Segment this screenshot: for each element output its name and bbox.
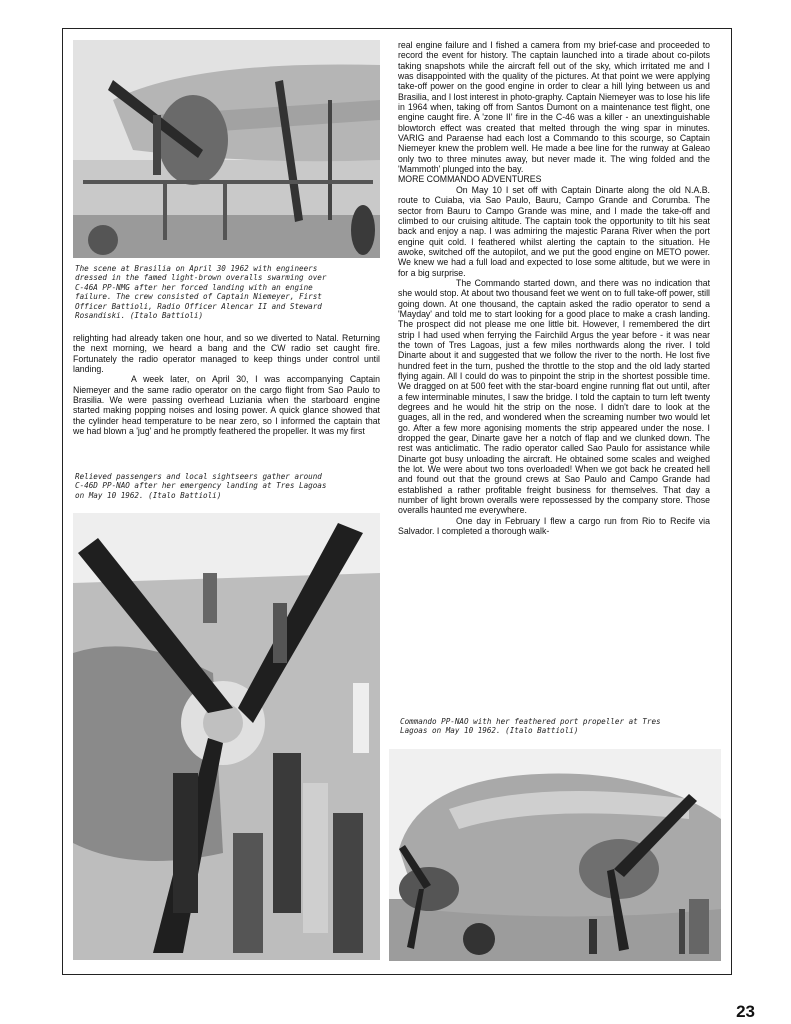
right-paragraph-2: On May 10 I set off with Captain Dinarte along the old N.A.B. route to Cuiaba, via Sao Paulo, Bauru, Campo Grande and Corumba. The sector from Bauru to Campo Grande was mine, and I made the take-off and climbed to our cruising altitude. The captain took the opportunity to tilt his seat back and enjoy a nap. I was admiring the majestic Parana River when the port engine quit cold. I feathered whilst alerting the captain to the situation. He awoke, switched off the autopilot, and we put the good engine on METO power. We knew we had a full load and expected to lose some altitude, but we were in for a big surprise.: [398, 184, 710, 278]
photo2-caption: Relieved passengers and local sightseers gather around C-46D PP-NAO after her emergency landing at Tres Lagoas on May 10 1962. (Italo Battioli): [75, 472, 327, 500]
left-paragraph-2: A week later, on April 30, I was accompanying Captain Niemeyer and the same radio operator on the cargo flight from Sao Paulo to Brasilia. We were passing overhead Luziania when the starboard engine started making popping noises and losing power. A quick glance showed that the cylinder head temperature to be near zero, so I informed the captain that we had blown a 'jug' and he promptly feathered the propeller. It was my first: [73, 374, 380, 437]
right-column-text: [398, 40, 710, 537]
left-paragraph-1: relighting had already taken one hour, and so we diverted to Natal. Returning the next morning, we heard a bang and the CW radio set caught fire. Fortunately the radio operator managed to keep things under control until landing.: [73, 333, 380, 375]
photo-passengers-around-aircraft: [73, 513, 380, 960]
photo-engineers-on-aircraft: [73, 40, 380, 258]
page-number: 23: [736, 1002, 755, 1021]
right-paragraph-4: One day in February I flew a cargo run from Rio to Recife via Salvador. I completed a thorough walk-: [398, 515, 710, 537]
photo-commando-feathered-propeller: [389, 749, 721, 961]
photo3-caption: Commando PP-NAO with her feathered port propeller at Tres Lagoas on May 10 1962. (Italo Battioli): [400, 717, 661, 736]
photo1-caption: The scene at Brasilia on April 30 1962 with engineers dressed in the famed light-brown overalls swarming over C-46A PP-NMG after her forced landing with an engine failure. The crew consisted of Captain Niemeyer, First Officer Battioli, Radio Officer Alencar II and Steward Rosandiski. (Italo Battioli): [75, 264, 327, 321]
right-paragraph-3: The Commando started down, and there was no indication that she would stop. At about two thousand feet we went on to full take-off power, still going down. At one thousand, the captain asked the radio operator to send a 'Mayday' and told me to start looking for a good place to make a crash landing. The prospect did not please me one little bit. However, I remembered the dirt strip I had used when ferrying the Fairchild Argus the year before - it was near the town of Tres Lagoas, just a few miles northwards along the river. I told Dinarte about it and suggested that we follow the river to the north. He lost five hundred feet in the turn, pushed the throttle to the stop and the old lady started flying again. All I could do was to pinpoint the strip in the shortest possible time. We dragged on at 500 feet with the star-board engine running flat out until, after a few interminable minutes, I saw the bridge. I told the captain to turn left twenty degrees and he would hit the strip on the nose. I didn't dare to look at the guages, all in the red, and wondered when the screaming number two would let go. After a few more agonising moments the strip appeared under the nose. I dropped the gear, Dinarte gave her a notch of flap and we clunked down. The rest was anticlimatic. The radio operator called Sao Paulo for assistance while Dinarte got busy unloading the aircraft. He obtained some scales and weighed the lot. We were about two tons overloaded! When we got back he created hell and found out that the ground crews at Sao Paulo and Campo Grande had established a rather profitable freight business for themselves. That day a number of light brown overalls were repossessed by the company store. Those overalls haunted me everywhere.: [398, 277, 710, 516]
section-heading: MORE COMMANDO ADVENTURES: [398, 174, 542, 185]
left-column-text: [73, 333, 380, 436]
right-paragraph-1: real engine failure and I fished a camera from my brief-case and proceeded to record the event for history. The captain launched into a tirade about co-pilots taking snapshots while the aircraft fell out of the sky, which irritated me and I was disappointed with the quality of the pictures. At that point we were applying take-off power on the good engine in order to clear a hill lying between us and Brasilia, and I lost interest in photo-graphy. Captain Niemeyer was to lose his life in 1964 when, taking off from Santos Dumont on a maintenance test flight, one engine caught fire. A 'zone II' fire in the C-46 was a killer - an unextinguishable blowtorch effect was created that melted through the wing spar in minutes. VARIG and Paraense had each lost a Commando to this scourge, so Captain Niemeyer knew the problem well. He made a bee line for the runway at Galeao only two to three minutes away, but never made it. The wing folded and the 'Mammoth' plunged into the bay.: [398, 40, 710, 175]
